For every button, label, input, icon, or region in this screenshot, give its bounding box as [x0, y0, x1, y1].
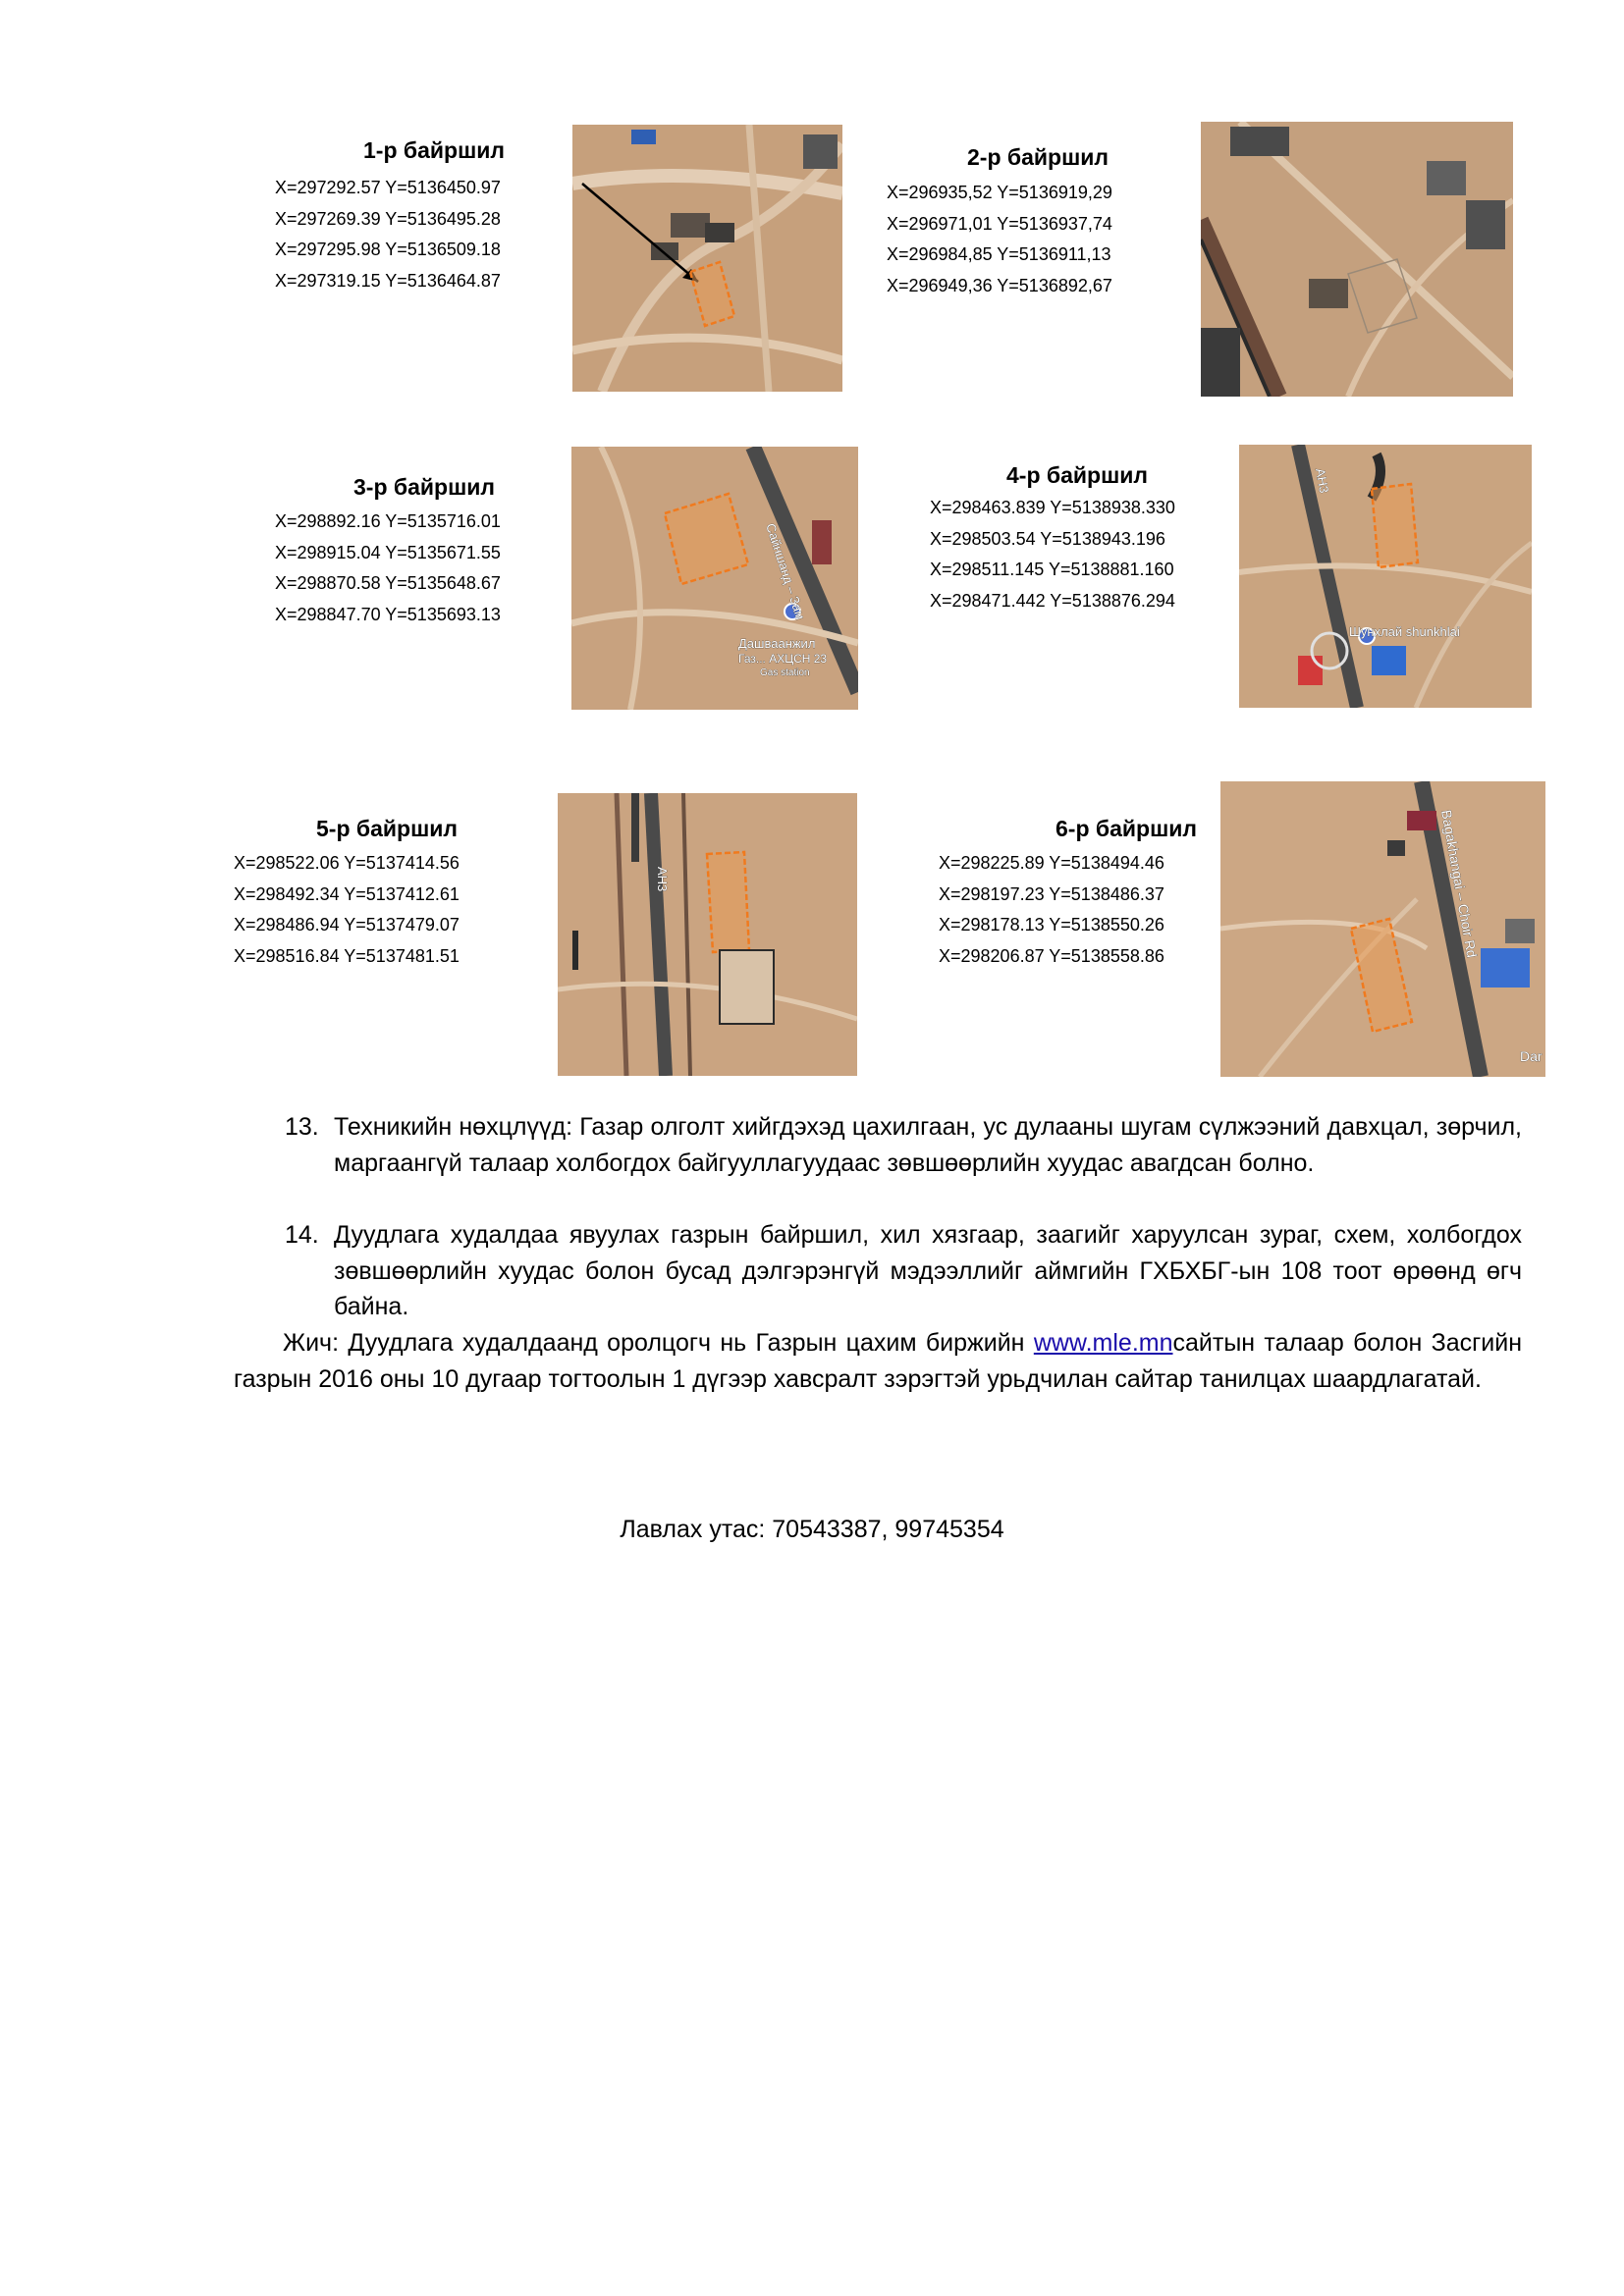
coordinate-row: X=298847.70 Y=5135693.13 [275, 604, 501, 624]
numbered-item-13 [285, 1109, 1522, 1181]
note-text: Жич: Дуудлага худалдаанд оролцогч нь Газрын цахим биржийн [283, 1329, 1034, 1357]
location-title: 4-р байршил [1006, 462, 1148, 488]
coordinate-row: X=298915.04 Y=5135671.55 [275, 542, 501, 562]
satellite-image-6 [1220, 781, 1545, 1077]
contact-phone: Лавлах утас: 70543387, 99745354 [620, 1516, 1004, 1543]
coordinate-row: X=298206.87 Y=5138558.86 [939, 945, 1164, 966]
coordinate-row: X=296971,01 Y=5136937,74 [887, 213, 1112, 234]
item-text: Техникийн нөхцлүүд: Газар олголт хийгдэхэд цахилгаан, ус дулааны шугам сүлжээний давхцал, зөрчил, маргаангүй талаар холбогдох байгууллагуудаас зөвшөөрлийн хуудас авагдсан болно. [334, 1113, 1522, 1177]
numbered-item-14 [285, 1217, 1522, 1325]
coordinate-row: X=298463.839 Y=5138938.330 [930, 498, 1175, 517]
coordinate-list [930, 493, 1175, 616]
note-text: сайтын талаар болон Засгийн газрын 2016 оны 10 дугаар тогтоолын 1 дүгээр хавсралт зэрэгтэй урьдчилан сайтар танилцах шаардлагатай. [234, 1329, 1522, 1393]
coordinate-row: X=296935,52 Y=5136919,29 [887, 183, 1112, 202]
satellite-image-2 [1201, 122, 1513, 397]
coordinate-row: X=298870.58 Y=5135648.67 [275, 573, 501, 593]
coordinate-list [275, 173, 501, 296]
map-road-label: AH3 [655, 867, 670, 892]
satellite-image-5 [558, 793, 857, 1076]
satellite-image-4 [1239, 445, 1532, 708]
mle-link[interactable]: www.mle.mn [1033, 1329, 1173, 1357]
coordinate-row: X=298516.84 Y=5137481.51 [234, 945, 460, 966]
coordinate-list [939, 848, 1164, 972]
map-road-label: AH3 [1313, 466, 1332, 495]
coordinate-row: X=297292.57 Y=5136450.97 [275, 178, 501, 197]
location-title: 6-р байршил [1056, 816, 1197, 841]
map-place-label: Шунхлай shunkhlai [1349, 624, 1460, 639]
location-title: 1-р байршил [363, 137, 505, 163]
coordinate-row: X=298892.16 Y=5135716.01 [275, 511, 501, 531]
coordinate-row: X=298503.54 Y=5138943.196 [930, 528, 1165, 549]
coordinate-row: X=298511.145 Y=5138881.160 [930, 560, 1174, 579]
map-place-label: Dar [1520, 1048, 1543, 1064]
note-paragraph [234, 1325, 1522, 1397]
coordinate-row: X=298197.23 Y=5138486.37 [939, 883, 1164, 904]
coordinate-row: X=298492.34 Y=5137412.61 [234, 883, 460, 904]
coordinate-row: X=298225.89 Y=5138494.46 [939, 853, 1164, 873]
coordinate-row: X=297319.15 Y=5136464.87 [275, 270, 501, 291]
item-number: 14. [285, 1221, 319, 1249]
location-title: 2-р байршил [967, 144, 1109, 170]
coordinate-row: X=298471.442 Y=5138876.294 [930, 590, 1175, 611]
map-place-label: Gas station [760, 667, 810, 678]
map-place-label: Газ... АХЦСН 23 [738, 652, 828, 666]
coordinate-row: X=298178.13 Y=5138550.26 [939, 915, 1164, 934]
map-road-label: Сайншанд – Зам [763, 521, 808, 622]
location-title: 5-р байршил [316, 816, 458, 841]
coordinate-row: X=298486.94 Y=5137479.07 [234, 915, 460, 934]
coordinate-row: X=297295.98 Y=5136509.18 [275, 240, 501, 259]
item-number: 13. [285, 1113, 319, 1141]
location-title: 3-р байршил [353, 474, 495, 500]
satellite-image-3 [571, 447, 858, 710]
coordinate-list [234, 848, 460, 972]
coordinate-row: X=296949,36 Y=5136892,67 [887, 275, 1112, 295]
coordinate-list [275, 507, 501, 630]
coordinate-row: X=297269.39 Y=5136495.28 [275, 208, 501, 229]
coordinate-row: X=296984,85 Y=5136911,13 [887, 244, 1111, 264]
coordinate-list [887, 178, 1112, 301]
coordinate-row: X=298522.06 Y=5137414.56 [234, 853, 460, 873]
item-text: Дуудлага худалдаа явуулах газрын байршил, хил хязгаар, заагийг харуулсан зураг, схем, холбогдох зөвшөөрлийн хуудас болон бусад дэлгэрэнгүй мэдээллийг аймгийн ГХБХБГ-ын 108 тоот өрөөнд өгч байна. [334, 1221, 1522, 1320]
map-road-label: Bagakhangai – Choir Rd [1438, 808, 1481, 959]
satellite-image-1 [572, 125, 842, 392]
map-place-label: Дашваанжил [738, 636, 816, 651]
